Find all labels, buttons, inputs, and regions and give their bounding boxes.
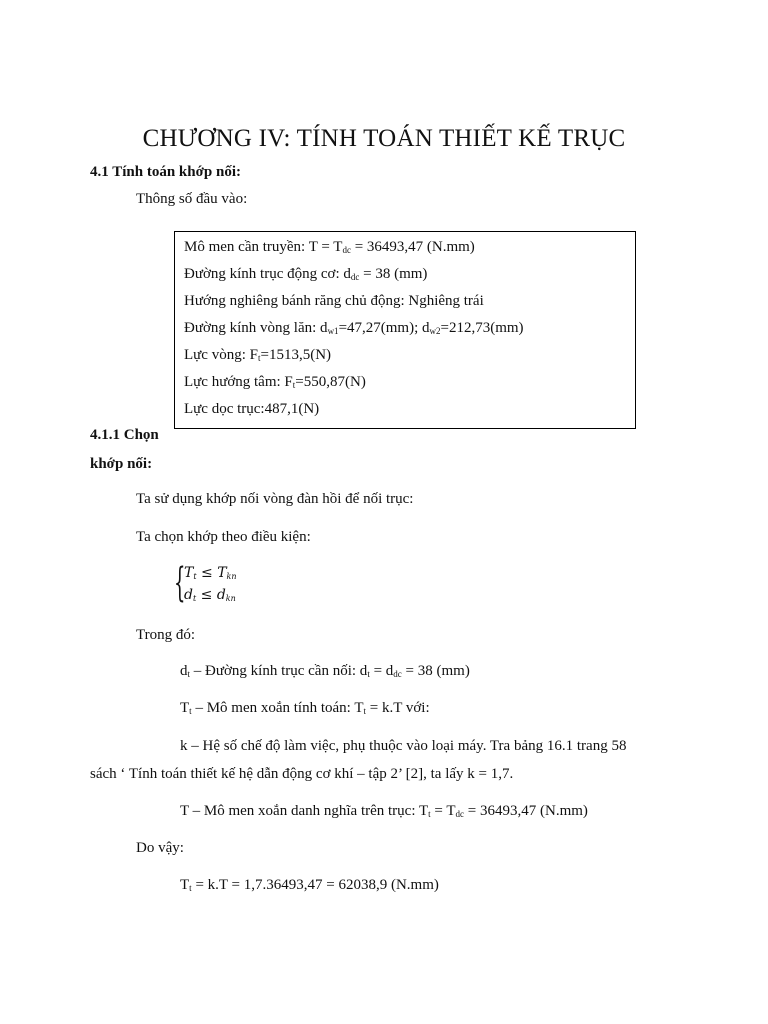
- param-tangential-force: Lực vòng: $F_t=1513,5(N)$: [184, 347, 332, 363]
- definition-t: T – Mô men xoắn danh nghĩa trên trục: $T_t = T_{dc} = 36493,47$ (N.mm): [180, 803, 588, 819]
- result-tt: $T_t = k.T = 1,7.36493,47 = 62038,9$ (N.mm): [180, 877, 439, 893]
- param-axial-force: Lực dọc trục:487,1(N): [184, 401, 320, 417]
- paragraph-where: Trong đó:: [136, 627, 196, 643]
- definition-dt: $d_t$ – Đường kính trục cần nối: $d_t = d_{dc} = 38$ (mm): [180, 663, 470, 679]
- paragraph-condition: Ta chọn khớp theo điều kiện:: [136, 529, 311, 545]
- formula-row-diameter: $d_t \le d_{kn}$: [184, 587, 236, 603]
- param-pitch-diameter: Đường kính vòng lăn: $d_{w1}=47,27(mm)$; $d_{w2}=212,73(mm)$: [184, 320, 524, 336]
- param-helix-direction: Hướng nghiêng bánh răng chủ động: Nghiêng trái: [184, 293, 484, 309]
- condition-formula: [174, 560, 254, 611]
- param-radial-force: Lực hướng tâm: $F_t=550,87(N)$: [184, 374, 366, 390]
- section-heading-4-1: 4.1 Tính toán khớp nối:: [90, 164, 242, 180]
- section-heading-4-1-1-line2: khớp nối:: [90, 456, 153, 472]
- chapter-title: CHƯƠNG IV: TÍNH TOÁN THIẾT KẾ TRỤC: [142, 125, 626, 152]
- definition-k-line2: sách ‘ Tính toán thiết kế hệ dẫn động cơ khí – tập 2’ [2], ta lấy k = 1,7.: [90, 766, 514, 782]
- brace-symbol: {: [174, 560, 186, 606]
- paragraph-coupling-type: Ta sử dụng khớp nối vòng đàn hồi để nối trục:: [136, 491, 414, 507]
- param-torque: Mô men cần truyền: $T = T_{dc} = 36493,47$ (N.mm): [184, 239, 475, 255]
- formula-row-torque: $T_t \le T_{kn}$: [184, 565, 237, 581]
- input-params-box: [174, 231, 636, 429]
- param-motor-shaft-diameter: Đường kính trục động cơ: $d_{dc} = 38$ (mm): [184, 266, 428, 282]
- section-heading-4-1-1-line1: 4.1.1 Chọn: [90, 427, 159, 443]
- paragraph-therefore: Do vậy:: [136, 840, 184, 856]
- definition-k-line1: k – Hệ số chế độ làm việc, phụ thuộc vào loại máy. Tra bảng 16.1 trang 58: [180, 738, 627, 754]
- definition-tt: $T_t$ – Mô men xoắn tính toán: $T_t = k.T$ với:: [180, 700, 430, 716]
- input-params-label: Thông số đầu vào:: [136, 191, 248, 207]
